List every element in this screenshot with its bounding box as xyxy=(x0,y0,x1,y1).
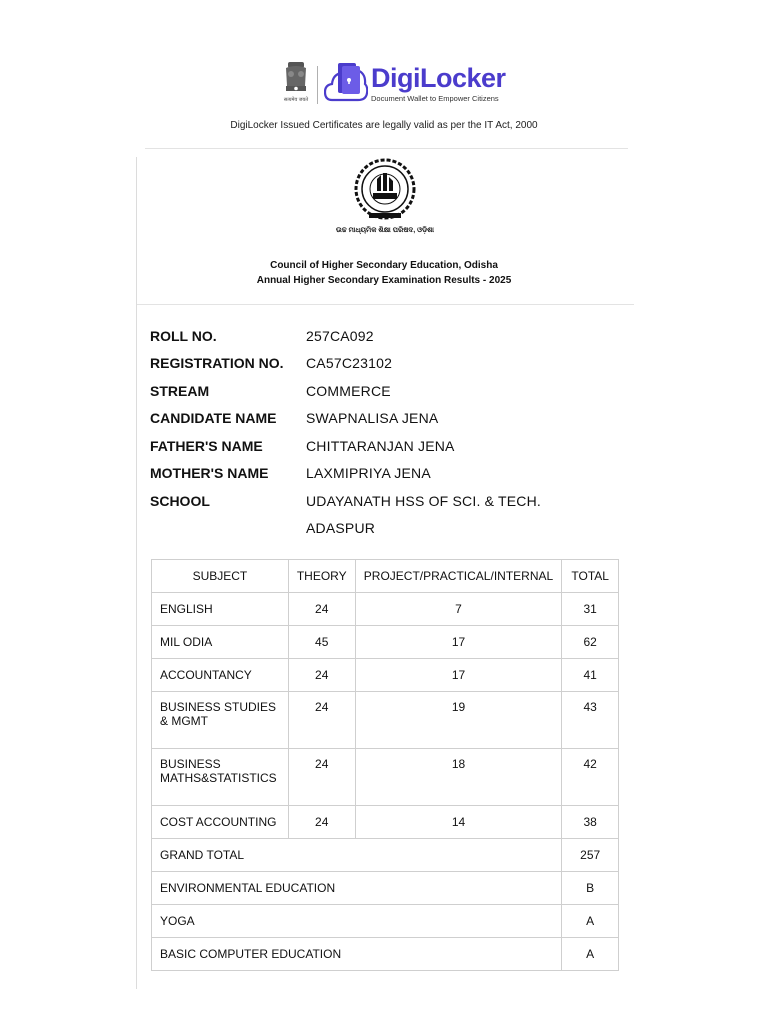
grade-row xyxy=(152,905,619,938)
stream-label: STREAM xyxy=(150,382,210,399)
stream-value: COMMERCE xyxy=(306,382,391,399)
grade-cell: B xyxy=(562,872,619,905)
marks-table xyxy=(151,559,619,971)
table-header-row xyxy=(152,560,619,593)
table-row xyxy=(152,593,619,626)
practical-cell: 14 xyxy=(355,806,562,839)
theory-cell: 45 xyxy=(288,626,355,659)
school-label: SCHOOL xyxy=(150,492,210,509)
divider xyxy=(137,304,634,305)
practical-header: PROJECT/PRACTICAL/INTERNAL xyxy=(355,560,562,593)
table-row xyxy=(152,659,619,692)
table-row xyxy=(152,626,619,659)
info-row xyxy=(150,432,610,460)
total-cell: 43 xyxy=(562,692,619,749)
info-row xyxy=(150,350,610,378)
subject-cell: COST ACCOUNTING xyxy=(152,806,289,839)
practical-cell: 19 xyxy=(355,692,562,749)
seal-caption: ଉଚ୍ଚ ମାଧ୍ୟମିକ ଶିକ୍ଷା ପରିଷଦ, ଓଡ଼ିଶା xyxy=(336,227,434,234)
candidate-details xyxy=(150,322,610,542)
candidate-name-label: CANDIDATE NAME xyxy=(150,410,277,427)
validity-note: DigiLocker Issued Certificates are legally valid as per the IT Act, 2000 xyxy=(230,120,538,131)
mothers-name-label: MOTHER'S NAME xyxy=(150,465,269,482)
school-value: UDAYANATH HSS OF SCI. & TECH. xyxy=(306,492,542,509)
table-row xyxy=(152,692,619,749)
practical-cell: 17 xyxy=(355,659,562,692)
mothers-name-value: LAXMIPRIYA JENA xyxy=(306,465,431,482)
digilocker-logo xyxy=(276,60,506,108)
grade-row xyxy=(152,938,619,971)
info-row xyxy=(150,487,610,515)
fathers-name-label: FATHER'S NAME xyxy=(150,437,263,454)
table-row xyxy=(152,806,619,839)
theory-cell: 24 xyxy=(288,593,355,626)
logo-divider xyxy=(317,66,318,104)
grade-row xyxy=(152,872,619,905)
board-name: Council of Higher Secondary Education, Odisha xyxy=(270,260,498,271)
total-cell: 38 xyxy=(562,806,619,839)
grade-subject-cell: YOGA xyxy=(152,905,562,938)
theory-cell: 24 xyxy=(288,749,355,806)
total-cell: 31 xyxy=(562,593,619,626)
info-row xyxy=(150,405,610,433)
brand-tagline: Document Wallet to Empower Citizens xyxy=(371,94,499,103)
info-row xyxy=(150,515,610,543)
grade-cell: A xyxy=(562,938,619,971)
total-cell: 41 xyxy=(562,659,619,692)
info-row xyxy=(150,460,610,488)
grand-total-row xyxy=(152,839,619,872)
total-cell: 62 xyxy=(562,626,619,659)
candidate-name-value: SWAPNALISA JENA xyxy=(306,410,439,427)
total-cell: 42 xyxy=(562,749,619,806)
grand-total-value: 257 xyxy=(562,839,619,872)
info-row xyxy=(150,322,610,350)
grade-subject-cell: BASIC COMPUTER EDUCATION xyxy=(152,938,562,971)
registration-no-label: REGISTRATION NO. xyxy=(150,355,284,372)
grade-cell: A xyxy=(562,905,619,938)
subject-cell: ENGLISH xyxy=(152,593,289,626)
grade-subject-cell: ENVIRONMENTAL EDUCATION xyxy=(152,872,562,905)
registration-no-value: CA57C23102 xyxy=(306,355,393,372)
brand-name: DigiLocker xyxy=(371,63,506,93)
theory-cell: 24 xyxy=(288,806,355,839)
school-value-continued: ADASPUR xyxy=(306,520,376,537)
exam-name: Annual Higher Secondary Examination Results - 2025 xyxy=(256,275,512,286)
subject-cell: ACCOUNTANCY xyxy=(152,659,289,692)
table-row xyxy=(152,749,619,806)
divider xyxy=(145,148,628,149)
subject-header: SUBJECT xyxy=(152,560,289,593)
grand-total-label: GRAND TOTAL xyxy=(152,839,562,872)
subject-cell: BUSINESS STUDIES & MGMT xyxy=(152,692,289,749)
theory-cell: 24 xyxy=(288,659,355,692)
chse-odisha-seal-icon xyxy=(347,157,423,237)
digilocker-cloud-icon xyxy=(324,62,368,104)
fathers-name-value: CHITTARANJAN JENA xyxy=(306,437,455,454)
emblem-caption: सत्यमेव जयते xyxy=(283,97,309,103)
practical-cell: 17 xyxy=(355,626,562,659)
subject-cell: MIL ODIA xyxy=(152,626,289,659)
roll-no-label: ROLL NO. xyxy=(150,327,217,344)
subject-cell: BUSINESS MATHS&STATISTICS xyxy=(152,749,289,806)
roll-no-value: 257CA092 xyxy=(306,327,374,344)
theory-cell: 24 xyxy=(288,692,355,749)
total-header: TOTAL xyxy=(562,560,619,593)
practical-cell: 7 xyxy=(355,593,562,626)
practical-cell: 18 xyxy=(355,749,562,806)
theory-header: THEORY xyxy=(288,560,355,593)
info-row xyxy=(150,377,610,405)
